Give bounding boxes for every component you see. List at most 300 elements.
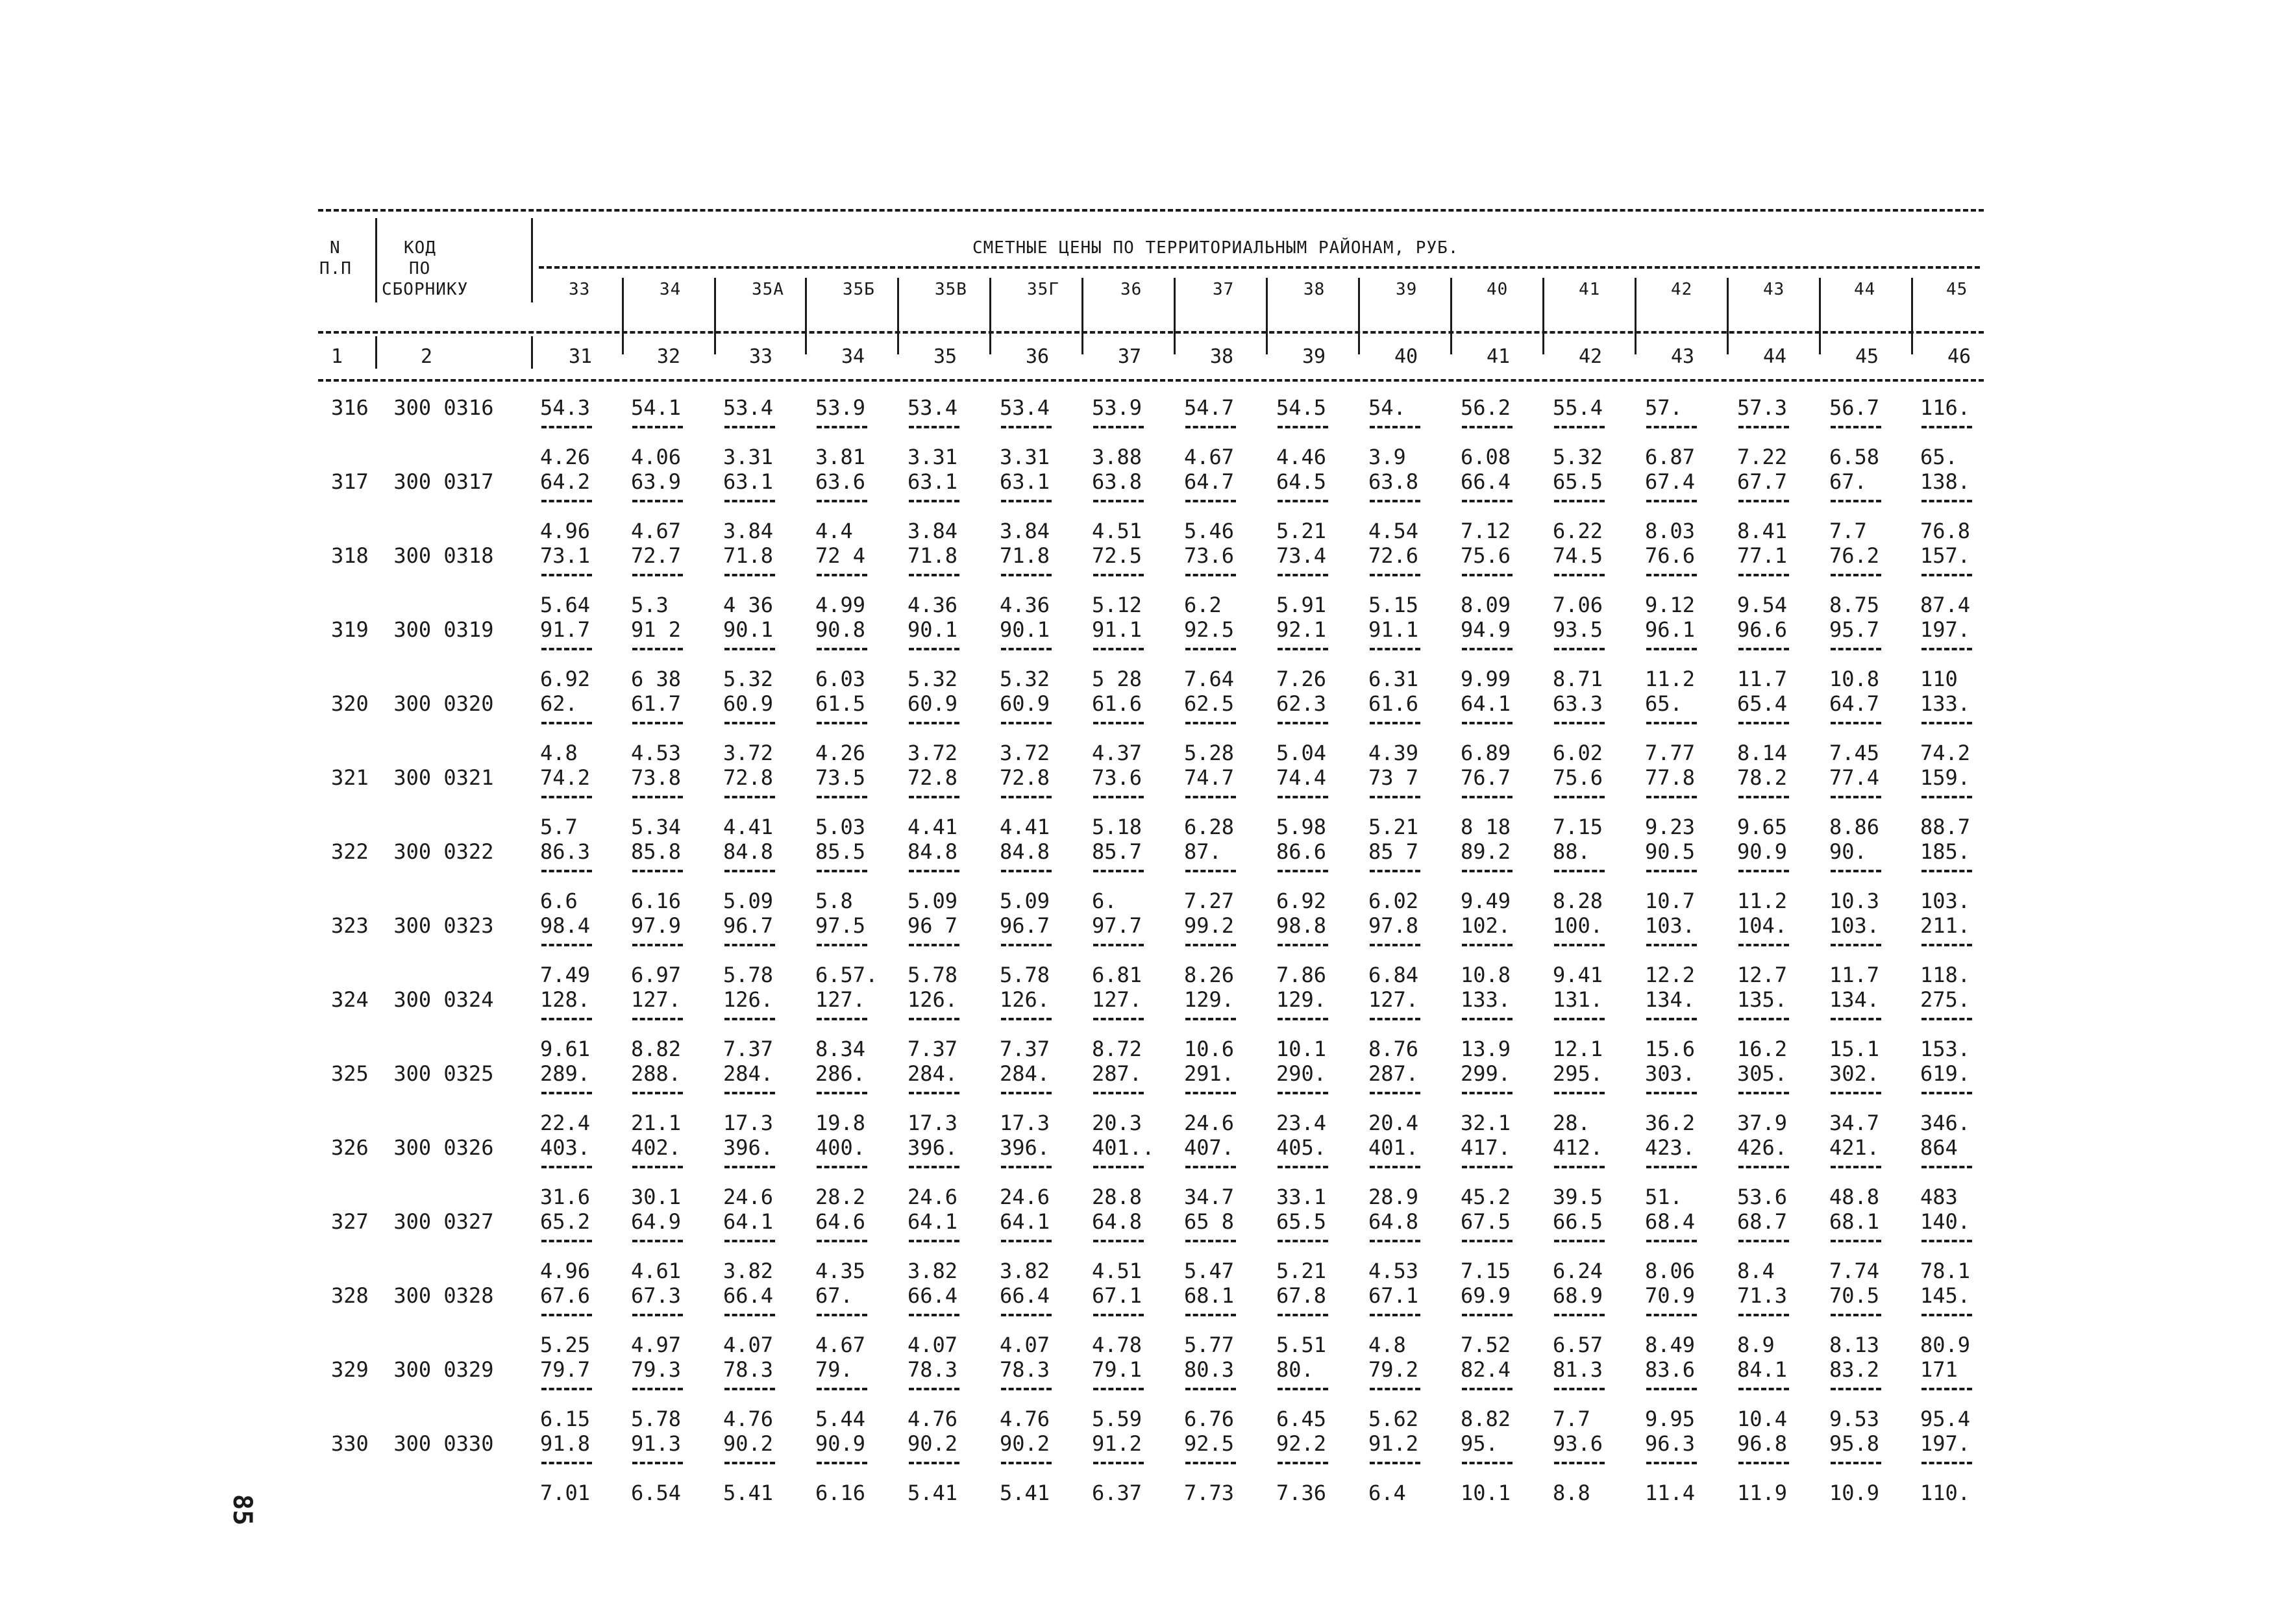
price-value: 284. [908,1061,958,1086]
fraction-rule [541,574,592,576]
fraction-rule [724,648,775,650]
row-code: 300 0320 [393,691,494,716]
region-33: 33 [569,280,591,299]
price-cell [1461,1432,1538,1506]
fraction-rule [817,648,867,650]
price-subvalue: 76.8 [1920,519,1971,543]
fraction-rule [1738,1314,1789,1316]
index-38: 38 [1210,345,1234,368]
price-cell [1737,692,1815,766]
price-cell [1461,1210,1538,1284]
price-value: 64.1 [1461,691,1511,716]
fraction-rule [1738,944,1789,946]
price-value: 64.8 [1092,1209,1142,1234]
price-cell [815,1210,893,1284]
price-cell [1645,396,1723,470]
price-subvalue: 11.7 [1737,667,1788,691]
price-cell [631,544,709,618]
price-value: 90.5 [1645,839,1696,864]
region-41: 41 [1579,280,1601,299]
price-value: 54.5 [1276,395,1327,420]
fraction-rule [1278,944,1328,946]
price-cell [1553,1062,1631,1136]
index-36: 36 [1026,345,1050,368]
fraction-rule [1646,1166,1697,1168]
price-value: 64.5 [1276,469,1327,494]
price-subvalue: 5.91 [1276,593,1327,617]
price-cell [1737,914,1815,988]
fraction-rule [1921,574,1972,576]
fraction-rule [1831,500,1881,502]
row-label [331,618,493,641]
fraction-rule [1093,1166,1144,1168]
price-cell [1829,470,1907,544]
price-subvalue: 5.21 [1276,1259,1327,1283]
price-subvalue: 4.36 [908,593,958,617]
price-cell [1829,1210,1907,1284]
fraction-rule [1831,426,1881,428]
row-code: 300 0324 [393,987,494,1012]
col-separator [1542,278,1544,354]
fraction-rule [632,1166,683,1168]
price-cell [1645,470,1723,544]
index-43: 43 [1671,345,1695,368]
price-cell [723,914,801,988]
price-value: 67.1 [1368,1283,1419,1308]
fraction-rule [1278,1462,1328,1464]
fraction-rule [1831,1092,1881,1094]
price-subvalue: 5 28 [1092,667,1142,691]
price-subvalue: 6.87 [1645,445,1696,469]
price-cell [1461,470,1538,544]
price-subvalue: 8.49 [1645,1333,1696,1357]
fraction-rule [1738,1092,1789,1094]
fraction-rule [1278,500,1328,502]
price-value: 133. [1920,691,1971,716]
price-subvalue: 4.61 [631,1259,682,1283]
price-subvalue: 8 18 [1461,815,1511,839]
price-subvalue: 88.7 [1920,815,1971,839]
price-subvalue: 4.07 [908,1333,958,1357]
fraction-rule [724,1166,775,1168]
fraction-rule [1738,870,1789,872]
price-cell [1737,1136,1815,1210]
fraction-rule [1738,796,1789,798]
price-cell [1368,692,1446,766]
price-subvalue: 4.8 [540,741,578,765]
price-cell [1645,1136,1723,1210]
price-value: 78.2 [1737,765,1788,790]
price-value: 90.2 [908,1431,958,1456]
price-cell [815,766,893,840]
price-value: 54.3 [540,395,591,420]
fraction-rule [632,944,683,946]
price-subvalue: 4.36 [1000,593,1050,617]
price-value: 92.5 [1184,1431,1235,1456]
price-cell [1184,1062,1262,1136]
price-cell [631,1284,709,1358]
price-subvalue: 5.41 [908,1481,958,1505]
price-value: 57. [1645,395,1683,420]
price-value: 91.8 [540,1431,591,1456]
price-subvalue: 6.58 [1829,445,1880,469]
price-value: 116. [1920,395,1971,420]
price-value: 54.1 [631,395,682,420]
price-subvalue: 3.31 [1000,445,1050,469]
row-label [331,840,493,863]
price-cell [723,1432,801,1506]
price-cell [1553,396,1631,470]
price-value: 64.9 [631,1209,682,1234]
price-subvalue: 24.6 [1000,1185,1050,1209]
price-value: 90.9 [1737,839,1788,864]
price-cell [1829,692,1907,766]
price-cell [1000,1284,1078,1358]
price-subvalue: 9.95 [1645,1407,1696,1431]
price-cell [1553,1358,1631,1432]
price-subvalue: 3.84 [1000,519,1050,543]
price-subvalue: 5.21 [1276,519,1327,543]
price-subvalue: 5.7 [540,815,578,839]
fraction-rule [541,1388,592,1390]
fraction-rule [1646,426,1697,428]
fraction-rule [1278,1166,1328,1168]
price-cell [815,1062,893,1136]
price-subvalue: 95.4 [1920,1407,1971,1431]
price-value: 77.4 [1829,765,1880,790]
fraction-rule [817,1462,867,1464]
price-value: 83.2 [1829,1357,1880,1382]
price-cell [1368,1432,1446,1506]
price-value: 90.2 [1000,1431,1050,1456]
price-cell [908,544,985,618]
fraction-rule [1921,1166,1972,1168]
price-subvalue: 87.4 [1920,593,1971,617]
fraction-rule [909,722,959,724]
row-code: 300 0325 [393,1061,494,1086]
price-value: 79.2 [1368,1357,1419,1382]
price-value: 423. [1645,1135,1696,1160]
price-subvalue: 6.15 [540,1407,591,1431]
row-label [331,914,493,937]
price-subvalue: 4.07 [723,1333,774,1357]
price-value: 53.9 [815,395,866,420]
price-cell [1184,396,1262,470]
price-cell [1920,1062,1998,1136]
fraction-rule [541,1314,592,1316]
price-value: 302. [1829,1061,1880,1086]
price-cell [1920,914,1998,988]
price-subvalue: 80.9 [1920,1333,1971,1357]
price-value: 94.9 [1461,617,1511,642]
price-value: 67.8 [1276,1283,1327,1308]
index-44: 44 [1763,345,1787,368]
price-cell [631,840,709,914]
price-subvalue: 8.75 [1829,593,1880,617]
price-subvalue: 9.99 [1461,667,1511,691]
price-subvalue: 4.67 [631,519,682,543]
price-value: 70.5 [1829,1283,1880,1308]
price-value: 72.7 [631,543,682,568]
fraction-rule [1921,1388,1972,1390]
price-cell [1920,544,1998,618]
price-cell [1829,988,1907,1062]
row-code: 300 0329 [393,1357,494,1382]
fraction-rule [1646,796,1697,798]
price-subvalue: 31.6 [540,1185,591,1209]
fraction-rule [1831,1314,1881,1316]
row-code: 300 0322 [393,839,494,864]
price-cell [908,988,985,1062]
price-value: 63.1 [1000,469,1050,494]
price-value: 53.4 [1000,395,1050,420]
price-cell [540,840,618,914]
fraction-rule [1185,574,1236,576]
price-subvalue: 33.1 [1276,1185,1327,1209]
price-value: 73 7 [1368,765,1419,790]
price-value: 84.1 [1737,1357,1788,1382]
row-number: 319 [331,617,369,642]
price-cell [1092,1210,1170,1284]
price-value: 289. [540,1061,591,1086]
price-cell [908,1284,985,1358]
price-cell [1092,766,1170,840]
fraction-rule [1462,722,1513,724]
price-subvalue: 13.9 [1461,1037,1511,1061]
fraction-rule [1554,1018,1605,1020]
price-value: 126. [908,987,958,1012]
fraction-rule [1554,648,1605,650]
header-code-line3: СБОРНИКУ [382,280,469,299]
price-cell [1737,1284,1815,1358]
fraction-rule [1646,574,1697,576]
price-cell [723,692,801,766]
price-subvalue: 4.35 [815,1259,866,1283]
price-subvalue: 7.77 [1645,741,1696,765]
price-subvalue: 4.26 [815,741,866,765]
price-cell [1276,766,1354,840]
price-value: 79.1 [1092,1357,1142,1382]
price-value: 127. [1368,987,1419,1012]
price-value: 97.9 [631,913,682,938]
price-value: 619. [1920,1061,1971,1086]
price-subvalue: 11.2 [1737,889,1788,913]
price-subvalue: 11.9 [1737,1481,1788,1505]
price-cell [815,618,893,692]
price-subvalue: 7.45 [1829,741,1880,765]
fraction-rule [1462,426,1513,428]
col-separator [805,278,807,354]
fraction-rule [632,500,683,502]
price-value: 305. [1737,1061,1788,1086]
price-cell [1092,1136,1170,1210]
price-subvalue: 10.7 [1645,889,1696,913]
price-subvalue: 5.09 [908,889,958,913]
fraction-rule [817,722,867,724]
price-value: 401. [1368,1135,1419,1160]
price-cell [723,766,801,840]
price-value: 84.8 [908,839,958,864]
price-cell [908,470,985,544]
price-cell [1553,618,1631,692]
fraction-rule [1370,1314,1420,1316]
price-cell [1829,1432,1907,1506]
price-subvalue: 45.2 [1461,1185,1511,1209]
page-number: 85 [227,1494,257,1526]
row-label [331,470,493,493]
price-subvalue: 6.4 [1368,1481,1406,1505]
price-cell [1000,544,1078,618]
price-subvalue: 22.4 [540,1111,591,1135]
price-cell [1276,1432,1354,1506]
fraction-rule [1278,426,1328,428]
price-cell [1737,1432,1815,1506]
price-value: 91.1 [1092,617,1142,642]
table-title: СМЕТНЫЕ ЦЕНЫ ПО ТЕРРИТОРИАЛЬНЫМ РАЙОНАМ, РУБ. [972,238,1459,258]
fraction-rule [1001,574,1052,576]
price-cell [1737,988,1815,1062]
price-subvalue: 4.51 [1092,519,1142,543]
price-subvalue: 4.54 [1368,519,1419,543]
price-subvalue: 4.4 [815,519,853,543]
row-number: 330 [331,1431,369,1456]
price-cell [1368,470,1446,544]
col-separator [1819,278,1821,354]
price-value: 73.1 [540,543,591,568]
row-number: 316 [331,395,369,420]
price-value: 96.7 [1000,913,1050,938]
price-value: 401.. [1092,1135,1155,1160]
fraction-rule [1554,944,1605,946]
price-subvalue: 3.31 [723,445,774,469]
price-subvalue: 6.08 [1461,445,1511,469]
price-cell [1829,1358,1907,1432]
price-cell [631,766,709,840]
price-cell [1276,1136,1354,1210]
fraction-rule [1831,1018,1881,1020]
price-cell [631,470,709,544]
price-cell [723,396,801,470]
price-subvalue: 11.7 [1829,963,1880,987]
price-value: 62. [540,691,578,716]
price-value: 864 [1920,1135,1958,1160]
price-cell [1368,618,1446,692]
price-subvalue: 4.78 [1092,1333,1142,1357]
price-cell [723,1136,801,1210]
price-subvalue: 28.9 [1368,1185,1419,1209]
fraction-rule [1462,944,1513,946]
price-value: 211. [1920,913,1971,938]
fraction-rule [1093,500,1144,502]
price-value: 79.7 [540,1357,591,1382]
fraction-rule [1462,1462,1513,1464]
price-value: 407. [1184,1135,1235,1160]
price-subvalue: 34.7 [1184,1185,1235,1209]
price-value: 66.4 [908,1283,958,1308]
region-35v: 35В [935,280,967,299]
price-cell [1276,1210,1354,1284]
price-cell [1092,544,1170,618]
price-cell [1737,470,1815,544]
price-cell [1276,1358,1354,1432]
fraction-rule [1185,796,1236,798]
price-subvalue: 5.41 [723,1481,774,1505]
price-subvalue: 5.12 [1092,593,1142,617]
fraction-rule [1185,1092,1236,1094]
price-value: 400. [815,1135,866,1160]
price-cell [1000,1062,1078,1136]
price-subvalue: 5.28 [1184,741,1235,765]
price-subvalue: 8.9 [1737,1333,1775,1357]
price-subvalue: 15.1 [1829,1037,1880,1061]
price-cell [723,618,801,692]
fraction-rule [1554,426,1605,428]
price-subvalue: 8.4 [1737,1259,1775,1283]
title-rule [539,266,1980,269]
col-separator [1081,278,1083,354]
region-40: 40 [1487,280,1509,299]
index-42: 42 [1579,345,1603,368]
price-cell [540,1358,618,1432]
price-value: 67. [815,1283,853,1308]
price-subvalue: 4.76 [1000,1407,1050,1431]
price-cell [1645,692,1723,766]
price-value: 96 7 [908,913,958,938]
price-subvalue: 36.2 [1645,1111,1696,1135]
fraction-rule [1646,648,1697,650]
price-value: 91.3 [631,1431,682,1456]
fraction-rule [1370,1240,1420,1242]
price-subvalue: 4.76 [908,1407,958,1431]
price-subvalue: 8.72 [1092,1037,1142,1061]
price-value: 61.5 [815,691,866,716]
price-subvalue: 8.34 [815,1037,866,1061]
price-value: 90.1 [1000,617,1050,642]
price-value: 127. [815,987,866,1012]
price-cell [1276,1062,1354,1136]
fraction-rule [1921,648,1972,650]
price-value: 87. [1184,839,1222,864]
price-subvalue: 5.51 [1276,1333,1327,1357]
fraction-rule [909,1462,959,1464]
price-subvalue: 5.32 [1000,667,1050,691]
price-subvalue: 7.37 [1000,1037,1050,1061]
index-35: 35 [933,345,957,368]
fraction-rule [1185,944,1236,946]
price-cell [1184,544,1262,618]
price-subvalue: 5.78 [631,1407,682,1431]
fraction-rule [632,1018,683,1020]
price-value: 421. [1829,1135,1880,1160]
price-subvalue: 5.18 [1092,815,1142,839]
price-value: 396. [1000,1135,1050,1160]
price-value: 88. [1553,839,1590,864]
price-value: 65.5 [1553,469,1603,494]
price-subvalue: 7.01 [540,1481,591,1505]
price-value: 96.1 [1645,617,1696,642]
price-subvalue: 30.1 [631,1185,682,1209]
row-label [331,766,493,789]
fraction-rule [724,500,775,502]
fraction-rule [1921,870,1972,872]
price-cell [1553,840,1631,914]
price-cell [1553,914,1631,988]
price-value: 65.2 [540,1209,591,1234]
fraction-rule [1001,1166,1052,1168]
price-subvalue: 6.28 [1184,815,1235,839]
price-cell [540,396,618,470]
fraction-rule [724,574,775,576]
